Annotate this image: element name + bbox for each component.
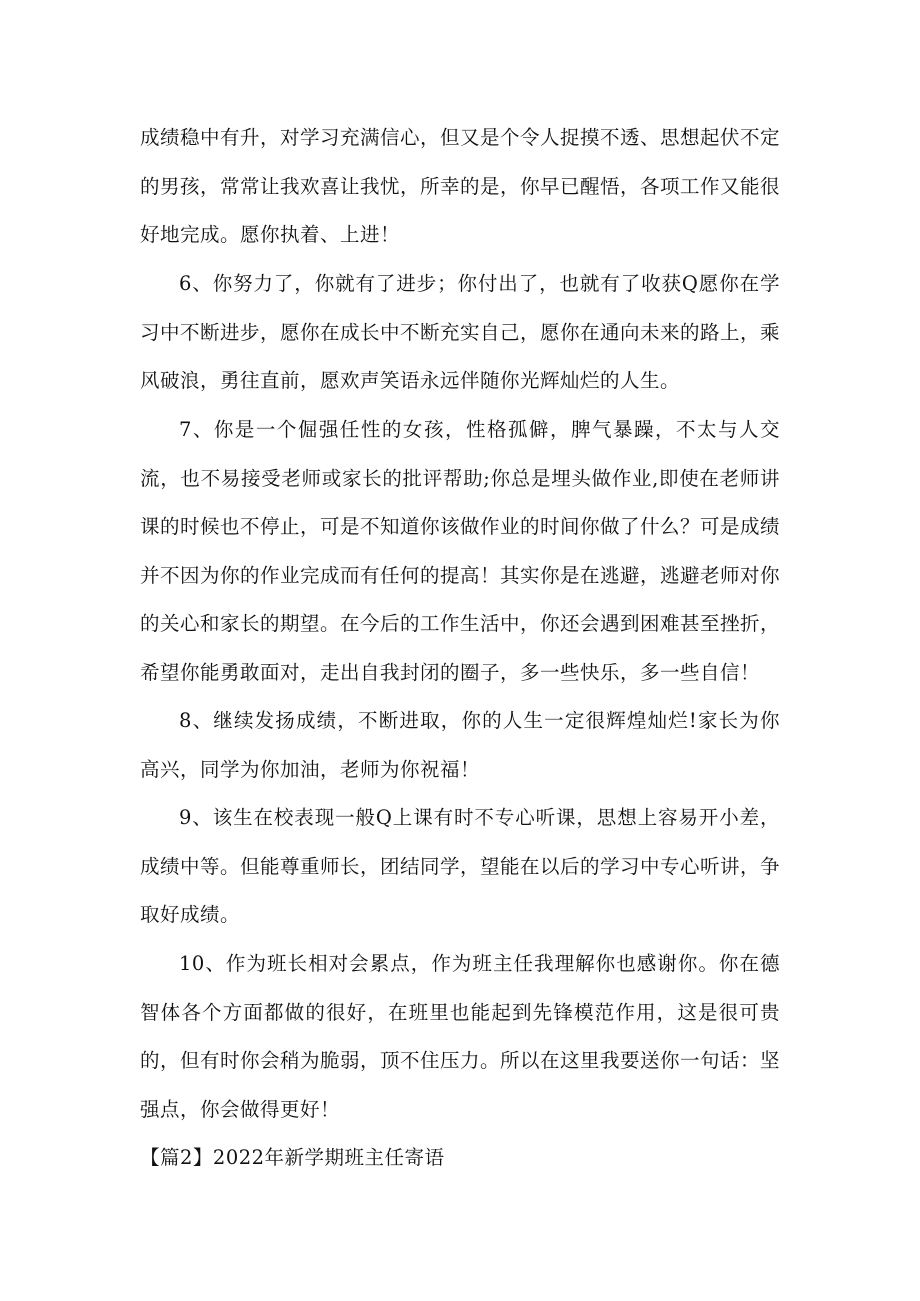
paragraph-9: 9、该生在校表现一般Q上课有时不专心听课，思想上容易开小差，成绩中等。但能尊重师长，团结同学，望能在以后的学习中专心听讲，争取好成绩。 bbox=[140, 806, 781, 927]
section-heading: 【篇2】2022年新学期班主任寄语 bbox=[140, 1146, 445, 1169]
paragraph-7: 7、你是一个倔强任性的女孩，性格孤僻，脾气暴躁，不太与人交流，也不易接受老师或家长的批评帮助;你总是埋头做作业,即使在老师讲课的时候也不停止，可是不知道你该做作业的时间你做了什么？可是成绩并不因为你的作业完成而有任何的提高！其实你是在逃避，逃避老师对你的关心和家长的期望。在今后的工作生活中，你还会遇到困难甚至挫折，希望你能勇敢面对，走出自我封闭的圈子，多一些快乐，多一些自信！ bbox=[140, 418, 781, 684]
paragraph-6: 6、你努力了，你就有了进步；你付出了，也就有了收获Q愿你在学习中不断进步，愿你在成长中不断充实自己，愿你在通向未来的路上，乘风破浪，勇往直前，愿欢声笑语永远伴随你光辉灿烂的人生。 bbox=[140, 272, 781, 393]
paragraph-10: 10、作为班长相对会累点，作为班主任我理解你也感谢你。你在德智体各个方面都做的很好，在班里也能起到先锋模范作用，这是很可贵的，但有时你会稍为脆弱，顶不住压力。所以在这里我要送你一句话：坚强点，你会做得更好！ bbox=[140, 952, 781, 1121]
paragraph-continuation: 成绩稳中有升，对学习充满信心，但又是个令人捉摸不透、思想起伏不定的男孩，常常让我欢喜让我忧，所幸的是，你早已醒悟，各项工作又能很好地完成。愿你执着、上进！ bbox=[140, 126, 781, 247]
paragraph-8: 8、继续发扬成绩，不断进取，你的人生一定很辉煌灿烂!家长为你高兴，同学为你加油，老师为你祝福！ bbox=[140, 709, 780, 781]
